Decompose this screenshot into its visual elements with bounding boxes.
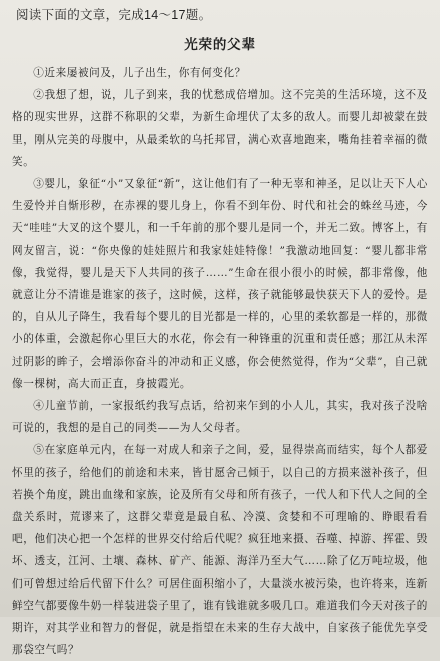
- exam-instruction: 阅读下面的文章，完成14～17题。: [16, 8, 212, 22]
- paragraph-3: ③婴儿，象征“小”又象征“新”，这让他们有了一种无辜和神圣，足以让天下人心生爱怜并自惭形秽，在赤裸的婴儿身上，你看不到年份、时代和社会的蛛丝马迹，今天“哇哇”大叉的这个婴儿，和一千年前的那个婴儿是同一个，并无二致。博客上，有网友留言，说：“你央像的娃娃照片和我家娃娃特像！”我激动地回复：“婴儿都非常像，我觉得，婴儿是天下人共同的孩子……”生命在很小很小的时候，都非常像，他就意让分不清谁是谁家的孩子，这时候，这样，孩子就能够最快获天下人的爱怜。是的，自从儿子降生，我看每个婴儿的目光都是一样的，心里的柔软都是一样的，那微小的体重，会激起你心里巨大的水花，你会有一种锋重的沉重和责任感；那江从未浑过阴影的眸子，会增添你奋斗的冲动和正义感，你会使然觉得，作为“父辈”，自己就像一棵树，高大而正直，身披霞光。: [12, 178, 428, 390]
- article-title: 光荣的父辈: [184, 37, 256, 52]
- paragraph-2: ②我想了想，说，儿子到来，我的忧愁成倍增加。这不完美的生活环境，这不及格的现实世界，这群不称职的父辈，为新生命埋伏了太多的敌人。而婴儿却被蒙在鼓里，刚从完美的母腹中，从最柔软的乌托邦冒，满心欢喜地跑来，嘴角挂着幸福的微笑。: [12, 89, 428, 168]
- paragraph-1: ①近来屡被问及，儿子出生，你有何变化？: [33, 67, 246, 79]
- paragraph-5: ⑤在家庭单元内，在每一对成人和亲子之间，爱，显得崇高而结实，每个人都爱怀里的孩子，给他们的前途和未来，皆甘愿舍己倾于，以自己的方损来滋补孩子，但若换个角度，跳出血缘和家族，论及所有父母和所有孩子，一代人和下代人之间的全盘关系时，荒谬来了，这群父辈竟是最自私、冷漠、贪婪和不可理喻的、睁眼看看吧，他们决心把一个怎样的世界交付给后代呢？疯狂地来摄、吞噬、掉游、挥霍、毁坏、透支，江河、土壤、森林、矿产、能源、海洋乃至大气……除了亿万吨垃圾，他们可曾想过给后代留下什么？可居住面积缩小了，大量淡水被污染，也许将来，连新鲜空气都要像牛奶一样装进袋子里了，谁有钱谁就多吸几口。难道我们今天对孩子的期许，对其学业和智力的督促，就是指望在未来的生存大战中，自家孩子能优先享受那袋空气吗？: [12, 444, 428, 657]
- paragraph-4: ④儿童节前，一家报纸约我写点话，给初来乍到的小人儿，其实，我对孩子没啥可说的，我想的是自己的同类——为人父母者。: [12, 400, 428, 435]
